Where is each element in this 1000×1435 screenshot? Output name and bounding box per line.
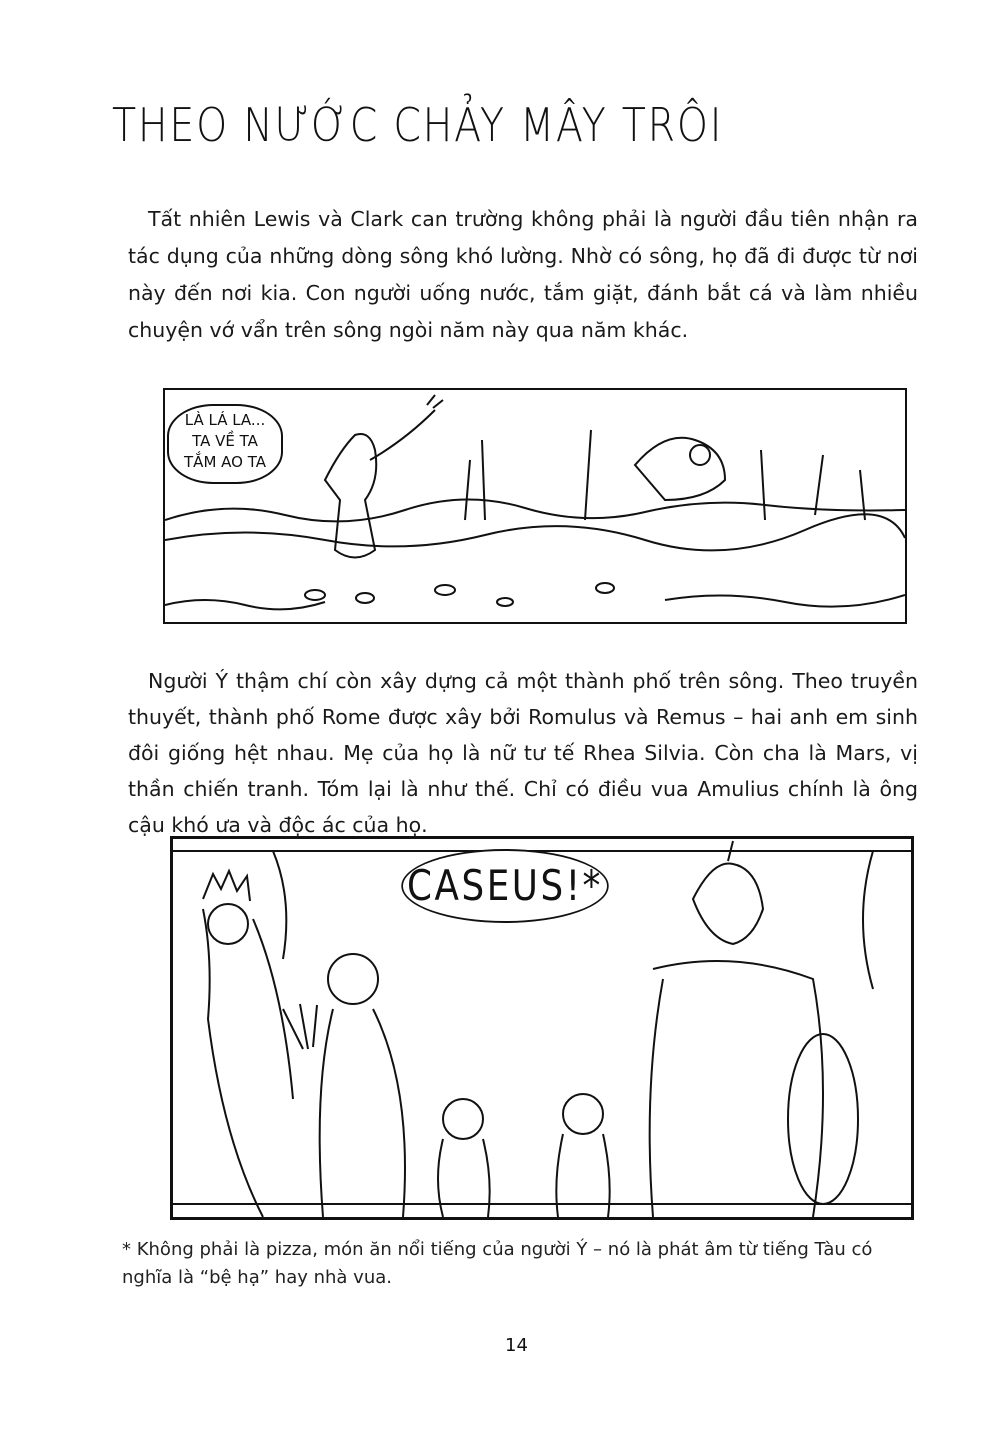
comic-panel-river-bathing bbox=[163, 388, 907, 624]
bubble-line: LÀ LÁ LA... bbox=[184, 411, 266, 429]
comic-panel-roman-family bbox=[170, 836, 914, 1220]
speech-bubble-singing bbox=[167, 404, 283, 484]
bubble-line: TẮM AO TA bbox=[184, 453, 266, 471]
paragraph-1: Tất nhiên Lewis và Clark can trường không phải là người đầu tiên nhận ra tác dụng của những dòng sông khó lường. Nhờ có sông, họ đã đi được từ nơi này đến nơi kia. Con người uống nước, tắm giặt, đánh bắt cá và làm nhiều chuyện vớ vẩn trên sông ngòi năm này qua năm khác. bbox=[128, 206, 918, 342]
footnote: * Không phải là pizza, món ăn nổi tiếng của người Ý – nó là phát âm từ tiếng Tàu có nghĩa là “bệ hạ” hay nhà vua. bbox=[122, 1239, 873, 1288]
page-title: THEO NƯỚC CHẢY MÂY TRÔI bbox=[112, 98, 724, 152]
bubble-line: TA VỀ TA bbox=[192, 432, 258, 450]
paragraph-2: Người Ý thậm chí còn xây dựng cả một thành phố trên sông. Theo truyền thuyết, thành phố Rome được xây bởi Romulus và Remus – hai anh em sinh đôi giống hệt nhau. Mẹ của họ là nữ tư tế Rhea Silvia. Còn cha là Mars, vị thần chiến tranh. Tóm lại là như thế. Chỉ có điều vua Amulius chính là ông cậu khó ưa và độc ác của họ. bbox=[128, 668, 918, 837]
speech-bubble-caseus: CASEUS!* bbox=[401, 849, 608, 923]
page-number: 14 bbox=[505, 1335, 528, 1356]
